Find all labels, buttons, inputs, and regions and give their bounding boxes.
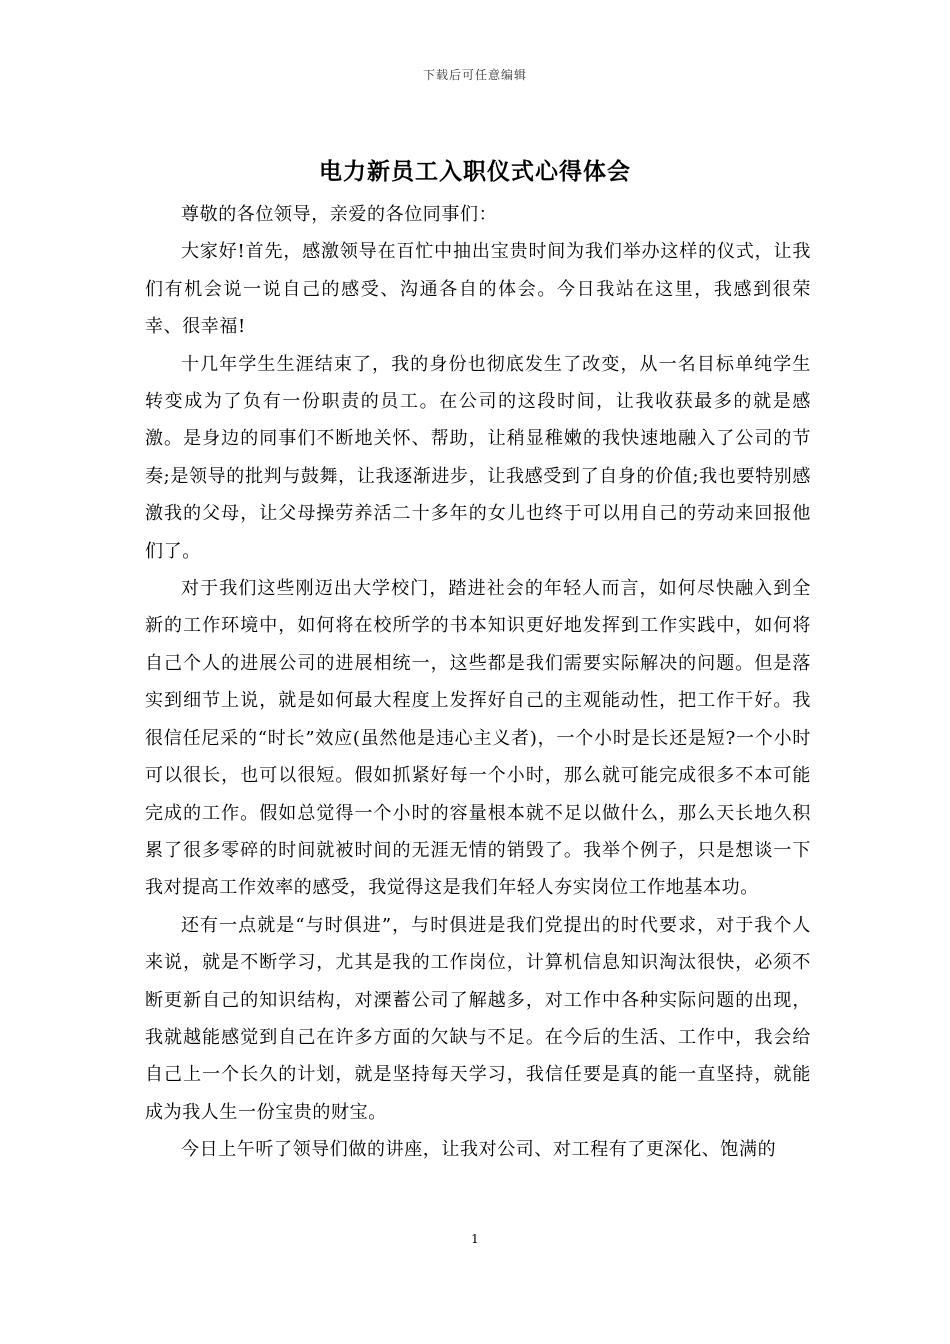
body-paragraph: 大家好!首先，感激领导在百忙中抽出宝贵时间为我们举办这样的仪式，让我们有机会说一说自己的感受、沟通各自的体会。今日我站在这里，我感到很荣幸、很幸福! [145, 241, 811, 338]
header-note: 下载后可任意编辑 [422, 68, 527, 82]
salutation-paragraph: 尊敬的各位领导，亲爱的各位同事们： [181, 204, 498, 225]
body-paragraph: 对于我们这些刚迈出大学校门，踏进社会的年轻人而言，如何尽快融入到全新的工作环境中，如何将在校所学的书本知识更好地发挥到工作实践中，如何将自己个人的进展公司的进展相统一，这些都是我们需要实际解决的问题。但是落实到细节上说，就是如何最大程度上发挥好自己的主观能动性，把工作干好。我很信任尼采的“时长”效应(虽然他是违心主义者)，一个小时是长还是短?一个小时可以很长，也可以很短。假如抓紧好每一个小时，那么就可能完成很多不本可能完成的工作。假如总觉得一个小时的容量根本就不足以做什么，那么天长地久积累了很多零碎的时间就被时间的无涯无情的销毁了。我举个例子，只是想谈一下我对提高工作效率的感受，我觉得这是我们年轻人夯实岗位工作地基本功。 [145, 578, 811, 899]
document-body [145, 196, 811, 1169]
body-paragraph: 今日上午听了领导们做的讲座，让我对公司、对工程有了更深化、饱满的 [181, 1139, 777, 1161]
body-paragraph: 十几年学生生涯结束了，我的身份也彻底发生了改变，从一名目标单纯学生转变成为了负有一份职责的员工。在公司的这段时间，让我收获最多的就是感激。是身边的同事们不断地关怀、帮助，让稍显稚嫩的我快速地融入了公司的节奏;是领导的批判与鼓舞，让我逐渐进步，让我感受到了自身的价值;我也要特别感激我的父母，让父母操劳养活二十多年的女儿也终于可以用自己的劳动来回报他们了。 [145, 353, 811, 562]
body-paragraph: 还有一点就是“与时俱进”，与时俱进是我们党提出的时代要求，对于我个人来说，就是不断学习，尤其是我的工作岗位，计算机信息知识淘汰很快，必须不断更新自己的知识结构，对溧蓄公司了解越多，对工作中各种实际问题的出现，我就越能感觉到自己在许多方面的欠缺与不足。在今后的生活、工作中，我会给自己上一个长久的计划，就是坚持每天学习，我信任要是真的能一直坚持，就能成为我人生一份宝贵的财宝。 [145, 914, 811, 1123]
document-title: 电力新员工入职仪式心得体会 [319, 158, 631, 185]
page-number: 1 [471, 1232, 479, 1246]
